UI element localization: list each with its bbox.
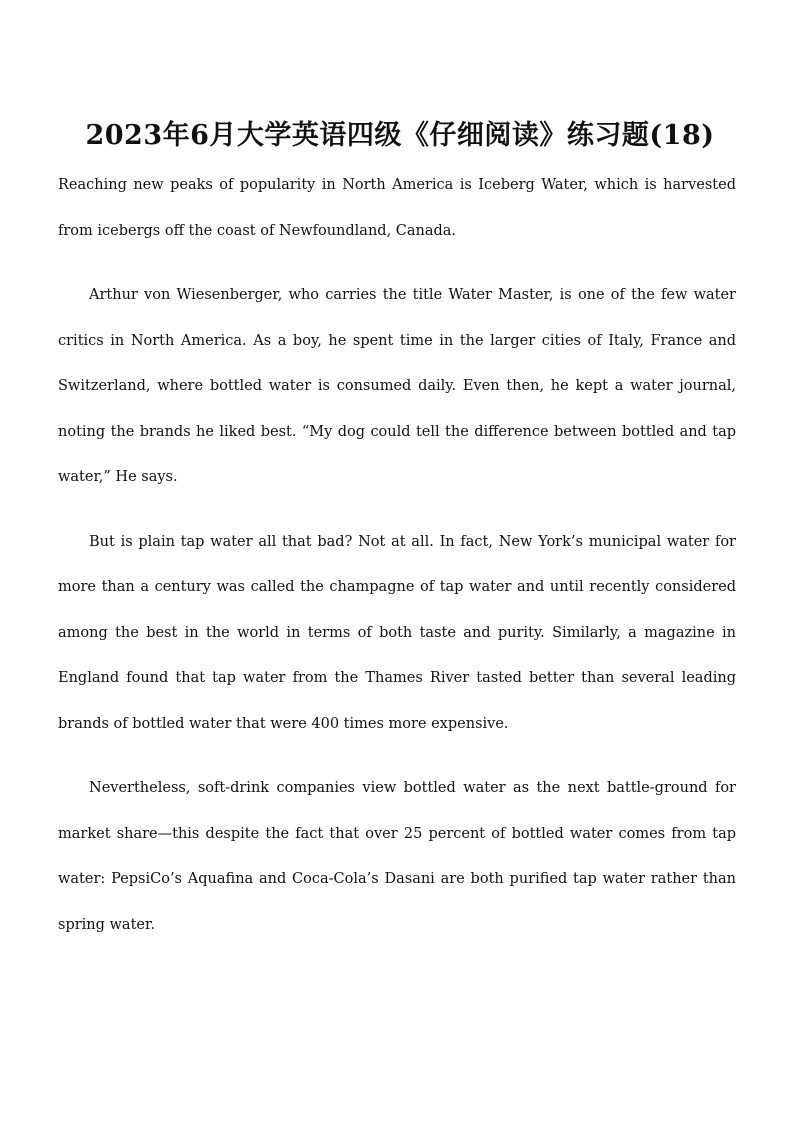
paragraph-2: Arthur von Wiesenberger, who carries the title Water Master, is one of the few water critics in North America. As a boy, he spent time in the larger cities of Italy, France and Switzerland, where bottled water is consumed daily. Even then, he kept a water journal, noting the brands he liked best. “My dog could tell the difference between bottled and tap water,” He says.	[58, 287, 736, 485]
paragraph-4: Nevertheless, soft-drink companies view bottled water as the next battle-ground for market share—this despite the fact that over 25 percent of bottled water comes from tap water: PepsiCo’s Aquafina and Coca-Cola’s Dasani are both purified tap water rather than spring water.	[58, 780, 736, 933]
document-title: 2023年6月大学英语四级《仔细阅读》练习题(18)	[85, 120, 715, 152]
paragraph-3: But is plain tap water all that bad? Not at all. In fact, New York’s municipal water for more than a century was called the champagne of tap water and until recently considered among the best in the world in terms of both taste and purity. Similarly, a magazine in England found that tap water from the Thames River tasted better than several leading brands of bottled water that were 400 times more expensive.	[58, 533, 736, 732]
article-body	[58, 163, 736, 967]
paragraph-1: Reaching new peaks of popularity in North America is Iceberg Water, which is harvested from icebergs off the coast of Newfoundland, Canada.	[58, 177, 736, 239]
